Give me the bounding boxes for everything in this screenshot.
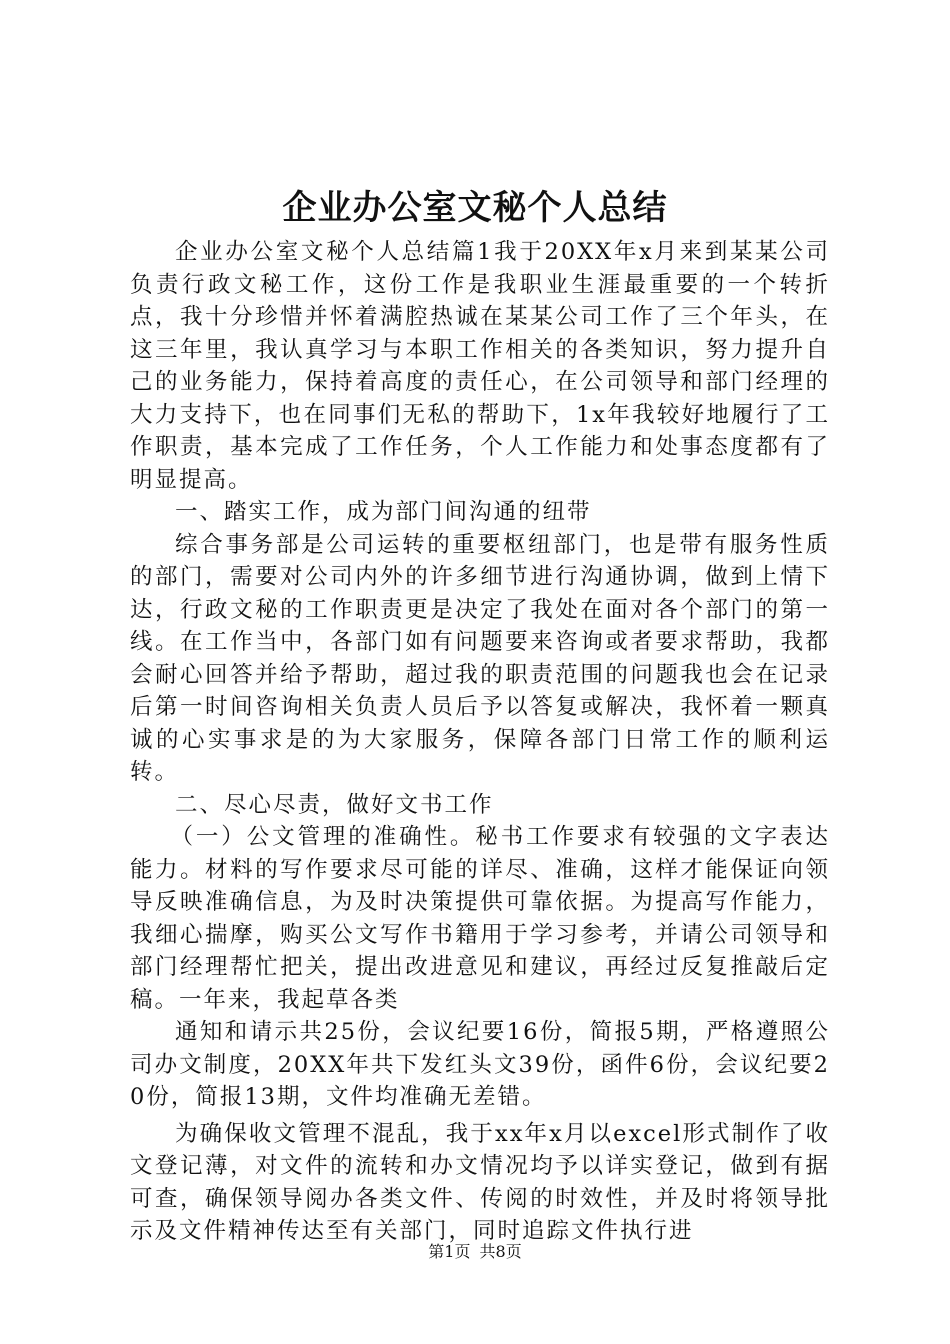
page-number: 第1页 bbox=[428, 1242, 471, 1261]
paragraph-section-1: 综合事务部是公司运转的重要枢纽部门，也是带有服务性质的部门，需要对公司内外的许多细节进行沟通协调，做到上情下达，行政文秘的工作职责更是决定了我处在面对各个部门的第一线。在工作当中，各部门如有问题要来咨询或者要求帮助，我都会耐心回答并给予帮助，超过我的职责范围的问题我也会在记录后第一时间咨询相关负责人员后予以答复或解决，我怀着一颗真诚的心实事求是的为大家服务，保障各部门日常工作的顺利运转。 bbox=[130, 531, 830, 785]
paragraph-receipt-management: 为确保收文管理不混乱，我于xx年x月以excel形式制作了收文登记薄，对文件的流转和办文情况均予以详实登记，做到有据可查，确保领导阅办各类文件、传阅的时效性，并及时将领导批示及文件精神传达至有关部门，同时追踪文件执行进 bbox=[130, 1120, 830, 1244]
paragraph-document-counts: 通知和请示共25份，会议纪要16份，简报5期，严格遵照公司办文制度，20XX年共下发红头文39份，函件6份，会议纪要20份，简报13期，文件均准确无差错。 bbox=[130, 1019, 830, 1110]
section-heading-1: 一、踏实工作，成为部门间沟通的纽带 bbox=[175, 499, 592, 525]
page-total: 共8页 bbox=[479, 1242, 522, 1261]
paragraph-intro: 企业办公室文秘个人总结篇1我于20XX年x月来到某某公司负责行政文秘工作，这份工作是我职业生涯最重要的一个转折点，我十分珍惜并怀着满腔热诚在某某公司工作了三个年头，在这三年里，我认真学习与本职工作相关的各类知识，努力提升自己的业务能力，保持着高度的责任心，在公司领导和部门经理的大力支持下，也在同事们无私的帮助下，1x年我较好地履行了工作职责，基本完成了工作任务，个人工作能力和处事态度都有了明显提高。 bbox=[130, 239, 831, 493]
section-heading-2: 二、尽心尽责，做好文书工作 bbox=[175, 791, 494, 818]
page-footer bbox=[0, 1240, 950, 1264]
paragraph-subsection-1: （一）公文管理的准确性。秘书工作要求有较强的文字表达能力。材料的写作要求尽可能的详尽、准确，这样才能保证向领导反映准确信息，为及时决策提供可靠依据。为提高写作能力，我细心揣摩，购买公文写作书籍用于学习参考，并请公司领导和部门经理帮忙把关，提出改进意见和建议，再经过反复推敲后定稿。一年来，我起草各类 bbox=[130, 824, 830, 1013]
document-body bbox=[130, 236, 831, 1244]
document-title: 企业办公室文秘个人总结 bbox=[282, 188, 668, 228]
